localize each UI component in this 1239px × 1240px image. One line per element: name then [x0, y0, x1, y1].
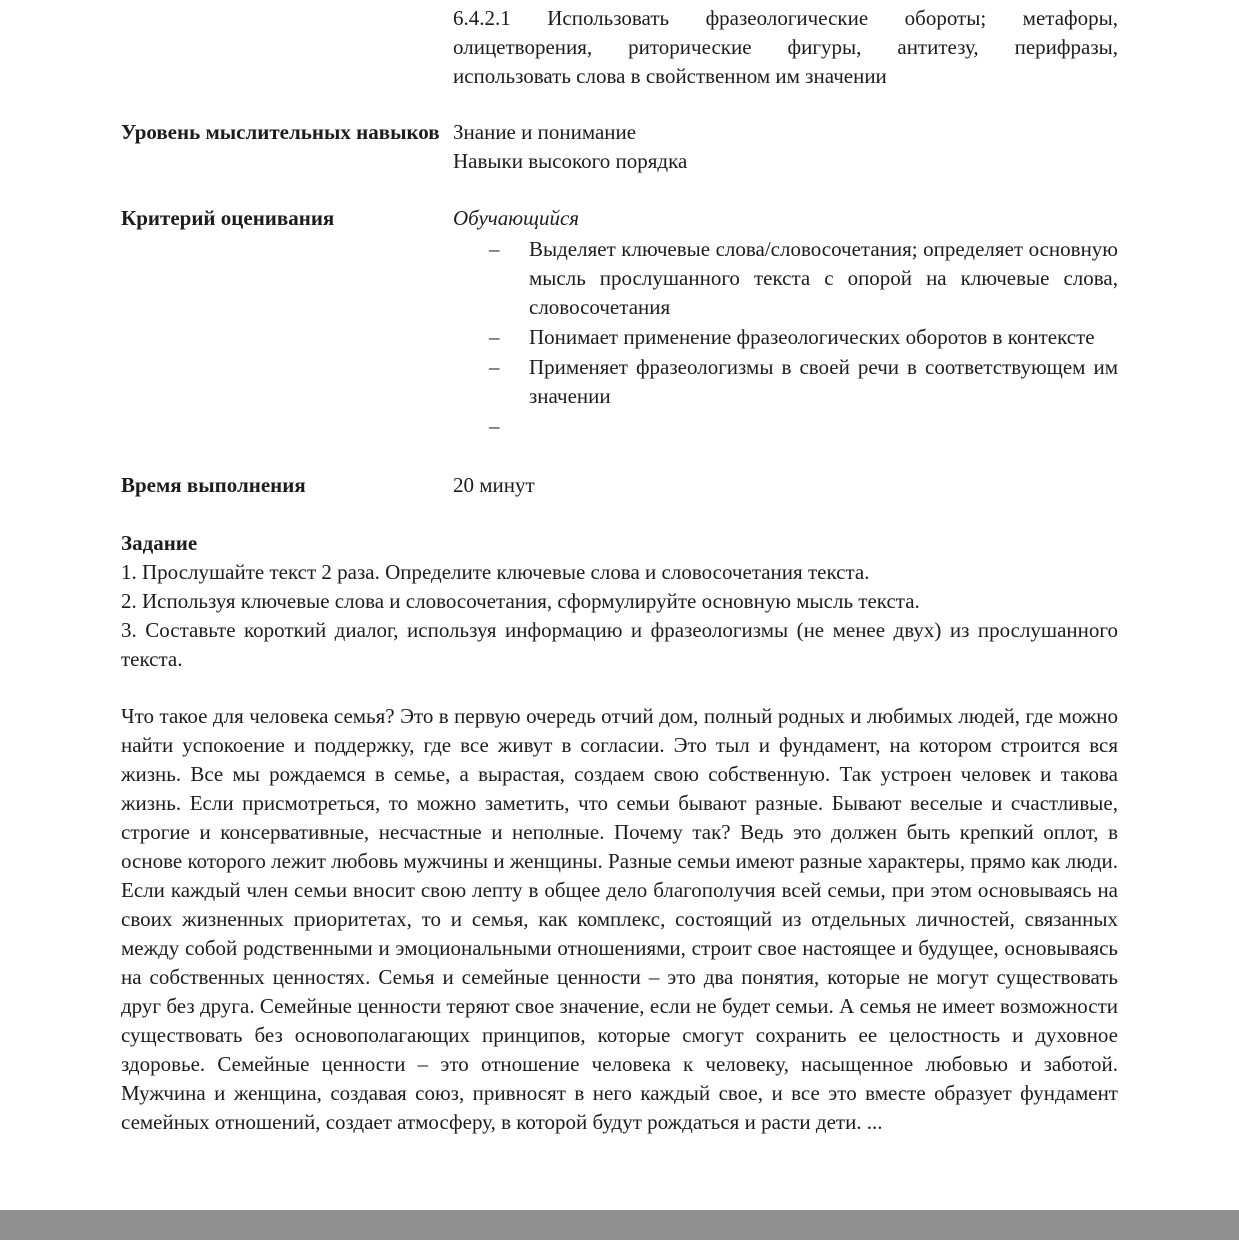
task-step-2: 2. Используя ключевые слова и словосочетания, сформулируйте основную мысль текста. [121, 589, 920, 613]
learning-objective-text: 6.4.2.1 Использовать фразеологические обороты; метафоры, олицетворения, риторические фигуры, антитезу, перифразы, использовать слова в свойственном им значении [453, 6, 1118, 88]
completion-time-value: 20 минут [453, 473, 535, 497]
thinking-skills-value [453, 118, 1118, 176]
criteria-item: – Выделяет ключевые слова/словосочетания; определяет основную мысль прослушанного текста с опорой на ключевые слова, словосочетания [489, 237, 1118, 319]
dash-marker: – [489, 237, 500, 261]
dash-marker: – [489, 414, 500, 438]
task-step-3: 3. Составьте короткий диалог, используя информацию и фразеологизмы (не менее двух) из прослушанного текста. [121, 618, 1118, 671]
task-section [121, 529, 1118, 674]
dash-marker: – [489, 355, 500, 379]
dash-marker: – [489, 325, 500, 349]
completion-time-label: Время выполнения [121, 473, 306, 497]
criteria-item-empty [453, 412, 1118, 441]
assessment-criteria-label: Критерий оценивания [121, 206, 335, 230]
reading-passage [121, 702, 1118, 1137]
passage-text: Что такое для человека семья? Это в первую очередь отчий дом, полный родных и любимых людей, где можно найти успокоение и поддержку, где все живут в согласии. Это тыл и фундамент, на котором строится вся жизнь. Все мы рождаемся в семье, а вырастая, создаем свою собственную. Так устроен человек и такова жизнь. Если присмотреться, то можно заметить, что семьи бывают разные. Бывают веселые и счастливые, строгие и консервативные, несчастные и неполные. Почему так? Ведь это должен быть крепкий оплот, в основе которого лежит любовь мужчины и женщины. Разные семьи имеют разные характеры, прямо как люди. Если каждый член семьи вносит свою лепту в общее дело благополучия всей семьи, при этом основываясь на своих жизненных приоритетах, то и семья, как комплекс, состоящий из отдельных личностей, связанных между собой родственными и эмоциональными отношениями, строит свое настоящее и будущее, основываясь на собственных ценностях. Семья и семейные ценности – это два понятия, которые не могут существовать друг без друга. Семейные ценности теряют свое значение, если не будет семьи. А семья не имеет возможности существовать без основополагающих принципов, которые смогут сохранить ее целостность и духовное здоровье. Семейные ценности – это отношение человека к человеку, насыщенное любовью и заботой. Мужчина и женщина, создавая союз, привносят в него каждый свое, и все это вместе образует фундамент семейных отношений, создает атмосферу, в которой будут рождаться и расти дети. ... [121, 704, 1118, 1134]
criteria-item: – Понимает применение фразеологических оборотов в контексте [453, 323, 1118, 352]
criteria-list [453, 235, 1118, 441]
bottom-overlay-bar [0, 1210, 1239, 1240]
criteria-item: – Применяет фразеологизмы в своей речи в соответствующем им значении [489, 355, 1118, 408]
thinking-skills-label: Уровень мыслительных навыков [121, 120, 440, 144]
assessment-criteria-value [453, 204, 1118, 442]
task-title: Задание [121, 531, 198, 555]
thinking-skill-2: Навыки высокого порядка [453, 149, 688, 173]
criteria-intro: Обучающийся [453, 206, 580, 230]
task-step-1: 1. Прослушайте текст 2 раза. Определите ключевые слова и словосочетания текста. [121, 560, 870, 584]
thinking-skill-1: Знание и понимание [453, 120, 637, 144]
